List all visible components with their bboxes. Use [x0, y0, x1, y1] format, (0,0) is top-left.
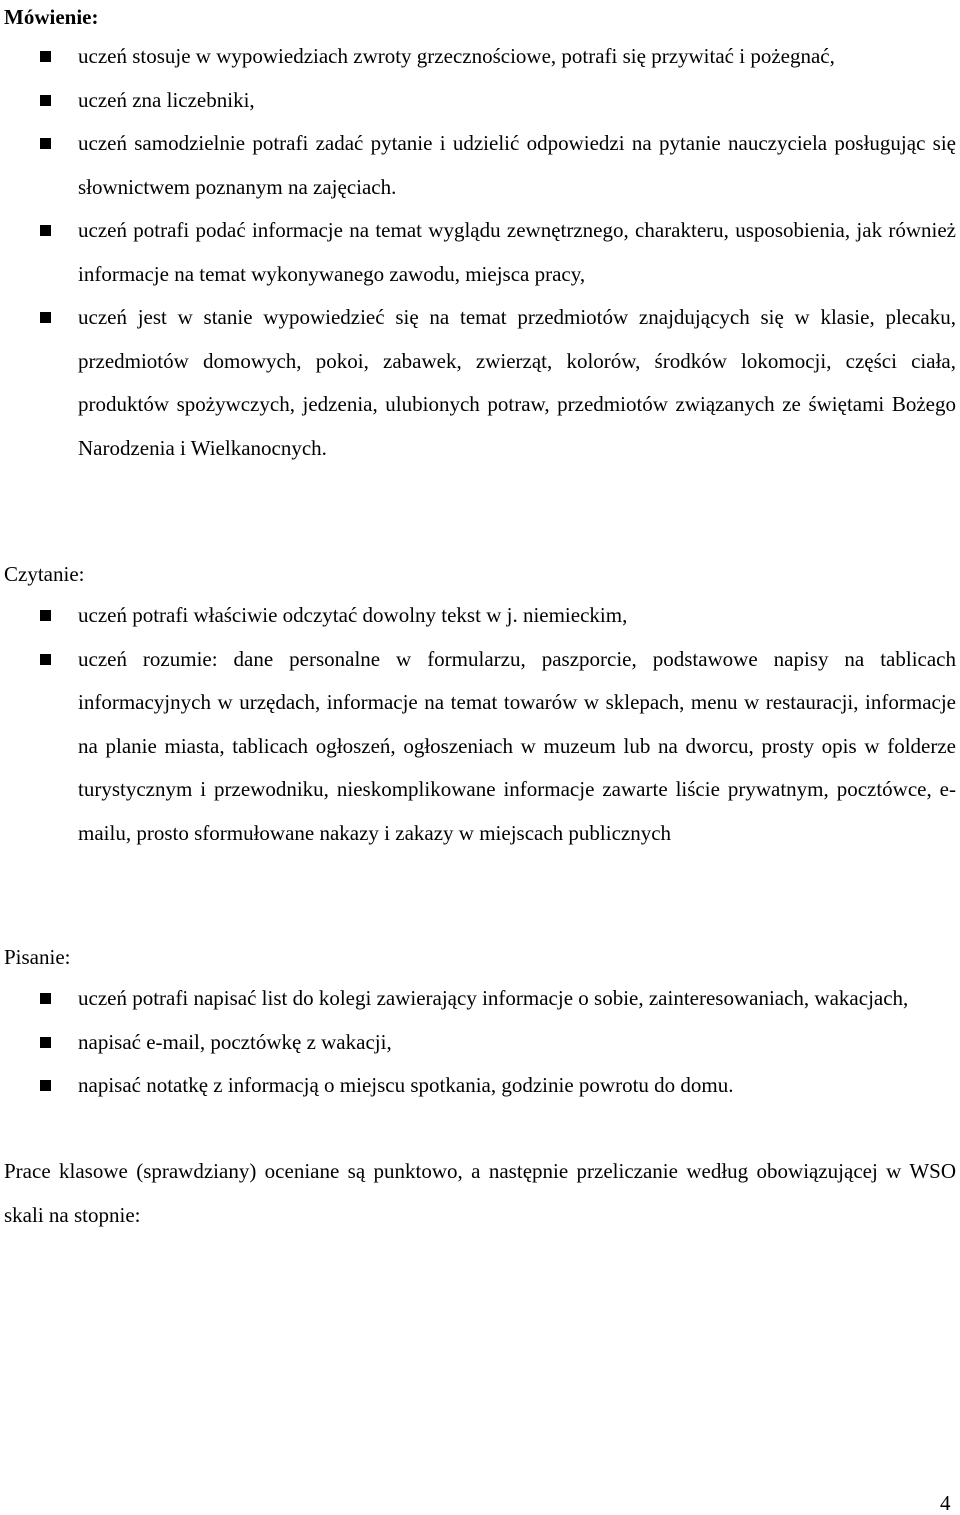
list-item: napisać e-mail, pocztówkę z wakacji, [0, 1021, 960, 1065]
list-item: uczeń stosuje w wypowiedziach zwroty grzecznościowe, potrafi się przywitać i pożegnać, [0, 35, 960, 79]
section-heading-pisanie: Pisanie: [4, 945, 71, 969]
page-number: 4 [940, 1491, 951, 1515]
square-bullet-icon [40, 654, 51, 665]
square-bullet-icon [40, 1037, 51, 1048]
list-item: uczeń potrafi podać informacje na temat wyglądu zewnętrznego, charakteru, usposobienia, jak również informacje na temat wykonywanego zawodu, miejsca pracy, [0, 209, 960, 296]
square-bullet-icon [40, 51, 51, 62]
list-item: uczeń potrafi właściwie odczytać dowolny tekst w j. niemieckim, [0, 594, 960, 638]
list-item: napisać notatkę z informacją o miejscu spotkania, godzinie powrotu do domu. [0, 1064, 960, 1108]
square-bullet-icon [40, 138, 51, 149]
list-item: uczeń samodzielnie potrafi zadać pytanie i udzielić odpowiedzi na pytanie nauczyciela posługując się słownictwem poznanym na zajęciach. [0, 122, 960, 209]
list-item: uczeń rozumie: dane personalne w formularzu, paszporcie, podstawowe napisy na tablicach informacyjnych w urzędach, informacje na temat towarów w sklepach, menu w restauracji, informacje na planie miasta, tablicach ogłoszeń, ogłoszeniach w muzeum lub na dworcu, prosty opis w folderze turystycznym i przewodniku, nieskomplikowane informacje zawarte liście prywatnym, pocztówce, e-mailu, prosto sformułowane nakazy i zakazy w miejscach publicznych [0, 638, 960, 856]
section-heading-mowienie: Mówienie: [4, 5, 99, 29]
section-heading-czytanie: Czytanie: [4, 562, 85, 586]
square-bullet-icon [40, 312, 51, 323]
square-bullet-icon [40, 225, 51, 236]
list-item: uczeń jest w stanie wypowiedzieć się na temat przedmiotów znajdujących się w klasie, plecaku, przedmiotów domowych, pokoi, zabawek, zwierząt, kolorów, środków lokomocji, części ciała, produktów spożywczych, jedzenia, ulubionych potraw, przedmiotów związanych ze świętami Bożego Narodzenia i Wielkanocnych. [0, 296, 960, 470]
mowienie-list [0, 35, 960, 470]
list-item: uczeń zna liczebniki, [0, 79, 960, 123]
closing-paragraph: Prace klasowe (sprawdziany) oceniane są punktowo, a następnie przeliczanie według obowiązującej w WSO skali na stopnie: [4, 1159, 956, 1227]
square-bullet-icon [40, 610, 51, 621]
czytanie-list [0, 594, 960, 855]
square-bullet-icon [40, 1080, 51, 1091]
square-bullet-icon [40, 993, 51, 1004]
square-bullet-icon [40, 95, 51, 106]
list-item: uczeń potrafi napisać list do kolegi zawierający informacje o sobie, zainteresowaniach, wakacjach, [0, 977, 960, 1021]
pisanie-list [0, 977, 960, 1108]
